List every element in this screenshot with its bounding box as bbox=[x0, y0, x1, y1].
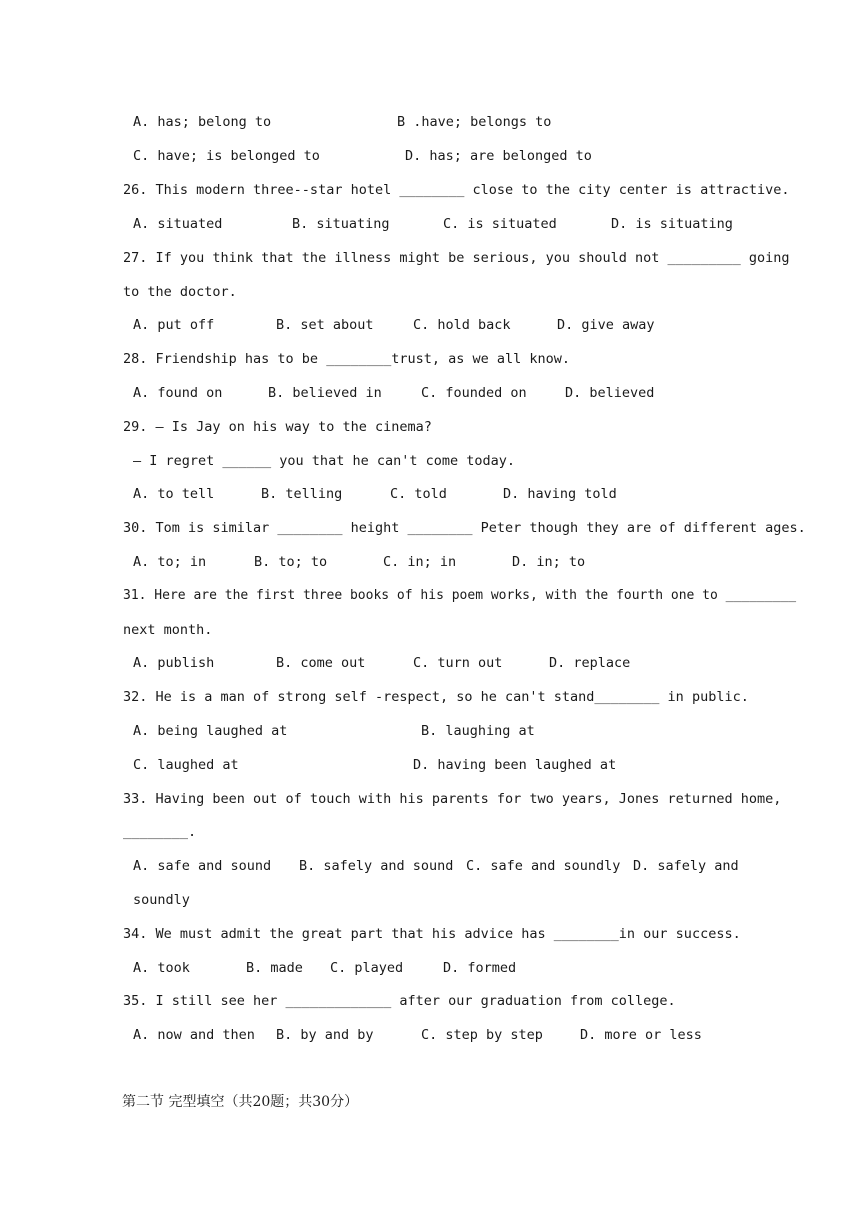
option-31-d: D. replace bbox=[549, 655, 631, 671]
option-31-b: B. come out bbox=[276, 655, 366, 671]
question-27: 27. If you think that the illness might be serious, you should not _________ going bbox=[123, 250, 790, 266]
option-27-c: C. hold back bbox=[413, 317, 511, 333]
option-32-c: C. laughed at bbox=[133, 757, 239, 773]
option-27-d: D. give away bbox=[557, 317, 655, 333]
option-28-d: D. believed bbox=[565, 385, 655, 401]
option-30-b: B. to; to bbox=[254, 554, 328, 570]
question-31: 31. Here are the first three books of his poem works, with the fourth one to _________ bbox=[123, 588, 797, 603]
option-31-c: C. turn out bbox=[413, 655, 503, 671]
option-28-a: A. found on bbox=[133, 385, 223, 401]
question-33: 33. Having been out of touch with his parents for two years, Jones returned home, bbox=[123, 791, 782, 807]
question-30: 30. Tom is similar ________ height ________ Peter though they are of different ages. bbox=[123, 520, 806, 536]
option-26-a: A. situated bbox=[133, 216, 223, 232]
question-32: 32. He is a man of strong self -respect, so he can't stand________ in public. bbox=[123, 689, 749, 705]
question-29-reply: — I regret ______ you that he can't come today. bbox=[133, 453, 516, 469]
option-35-c: C. step by step bbox=[421, 1027, 543, 1043]
option-29-b: B. telling bbox=[261, 486, 343, 502]
option-33-b: B. safely and sound bbox=[299, 858, 454, 874]
option-35-a: A. now and then bbox=[133, 1027, 255, 1043]
question-33-blank: ________. bbox=[123, 824, 197, 840]
option-30-a: A. to; in bbox=[133, 554, 207, 570]
option-33-d: D. safely and bbox=[633, 858, 739, 874]
option-28-b: B. believed in bbox=[268, 385, 382, 401]
option-34-b: B. made bbox=[246, 960, 303, 976]
question-31-cont: next month. bbox=[123, 622, 213, 638]
option-34-a: A. took bbox=[133, 960, 190, 976]
option-35-b: B. by and by bbox=[276, 1027, 374, 1043]
question-29: 29. — Is Jay on his way to the cinema? bbox=[123, 419, 432, 435]
option-35-d: D. more or less bbox=[580, 1027, 702, 1043]
option-30-d: D. in; to bbox=[512, 554, 586, 570]
option-33-c: C. safe and soundly bbox=[466, 858, 621, 874]
option-34-c: C. played bbox=[330, 960, 404, 976]
question-28: 28. Friendship has to be ________trust, as we all know. bbox=[123, 351, 571, 367]
option-32-d: D. having been laughed at bbox=[413, 757, 617, 773]
question-26: 26. This modern three--star hotel ________ close to the city center is attractive. bbox=[123, 182, 790, 198]
option-32-b: B. laughing at bbox=[421, 723, 535, 739]
question-27-cont: to the doctor. bbox=[123, 284, 237, 300]
option-28-c: C. founded on bbox=[421, 385, 527, 401]
option-25-c: C. have; is belonged to bbox=[133, 148, 320, 164]
option-29-a: A. to tell bbox=[133, 486, 215, 502]
option-29-c: C. told bbox=[390, 486, 447, 502]
option-34-d: D. formed bbox=[443, 960, 517, 976]
option-25-d: D. has; are belonged to bbox=[405, 148, 592, 164]
question-35: 35. I still see her _____________ after our graduation from college. bbox=[123, 993, 676, 1009]
option-27-b: B. set about bbox=[276, 317, 374, 333]
option-33-d-cont: soundly bbox=[133, 892, 190, 908]
option-26-b: B. situating bbox=[292, 216, 390, 232]
option-29-d: D. having told bbox=[503, 486, 617, 502]
option-31-a: A. publish bbox=[133, 655, 215, 671]
question-34: 34. We must admit the great part that his advice has ________in our success. bbox=[123, 926, 741, 942]
option-32-a: A. being laughed at bbox=[133, 723, 288, 739]
option-30-c: C. in; in bbox=[383, 554, 457, 570]
option-25-b: B .have; belongs to bbox=[397, 114, 552, 130]
option-26-d: D. is situating bbox=[611, 216, 733, 232]
option-27-a: A. put off bbox=[133, 317, 215, 333]
option-26-c: C. is situated bbox=[443, 216, 557, 232]
option-25-a: A. has; belong to bbox=[133, 114, 272, 130]
section-heading: 第二节 完型填空（共20题；共30分） bbox=[122, 1094, 359, 1110]
option-33-a: A. safe and sound bbox=[133, 858, 272, 874]
